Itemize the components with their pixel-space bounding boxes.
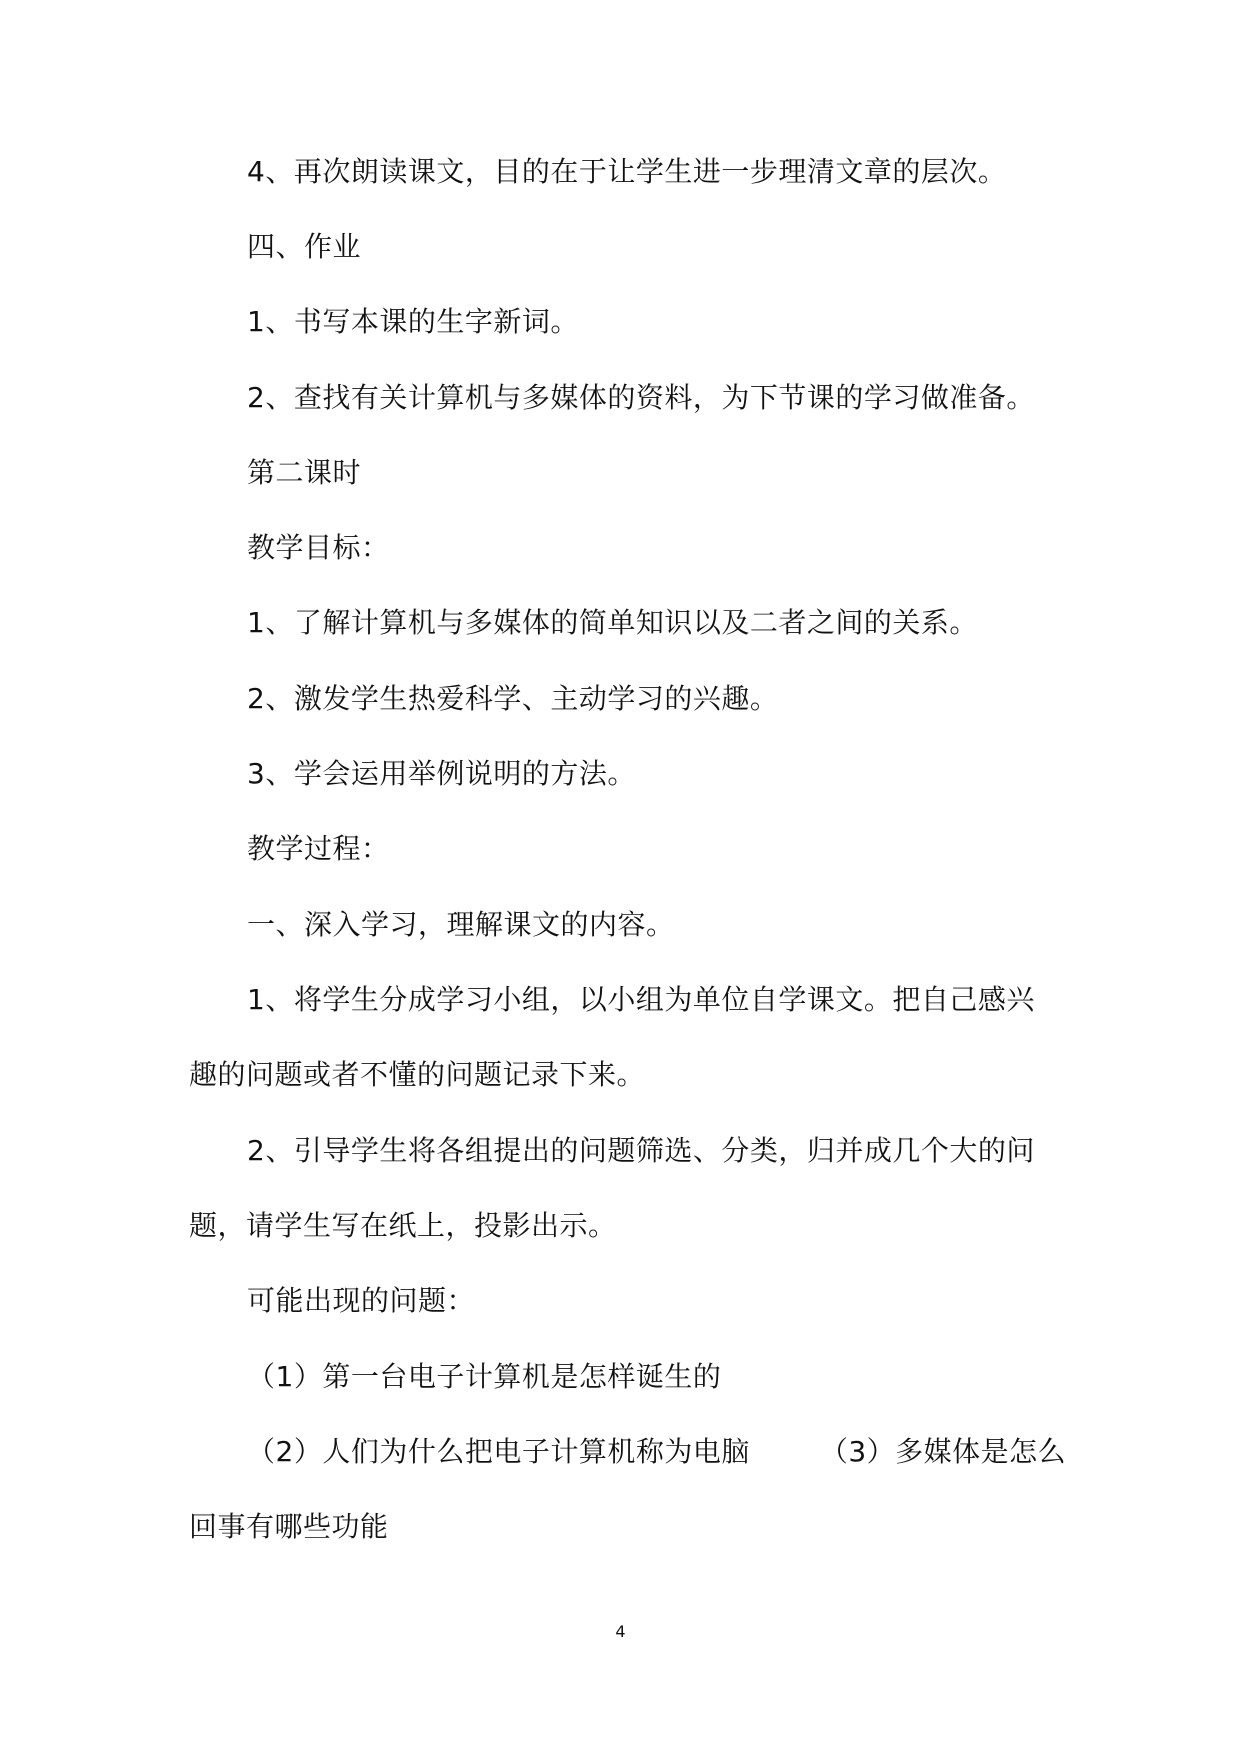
question-item: （2）人们为什么把电子计算机称为电脑 [247,1435,750,1468]
paragraph-line: 趣的问题或者不懂的问题记录下来。 [189,1058,646,1091]
paragraph-line: 1、书写本课的生字新词。 [247,305,579,338]
section-heading: 第二课时 [247,456,362,489]
paragraph-line: 2、查找有关计算机与多媒体的资料，为下节课的学习做准备。 [247,381,1035,414]
question-item: （1）第一台电子计算机是怎样诞生的 [247,1360,722,1393]
question-item: （3）多媒体是怎么 [819,1435,1067,1468]
question-line [247,1432,1066,1472]
page-number: 4 [615,1622,626,1641]
paragraph-line: 1、将学生分成学习小组，以小组为单位自学课文。把自己感兴 [247,983,1035,1016]
paragraph-line: 1、了解计算机与多媒体的简单知识以及二者之间的关系。 [247,606,978,639]
section-heading: 教学过程： [247,832,390,865]
paragraph-line: 可能出现的问题： [247,1284,476,1317]
section-heading: 教学目标： [247,531,390,564]
paragraph-line: 回事有哪些功能 [189,1510,389,1543]
paragraph-line: 题，请学生写在纸上，投影出示。 [189,1209,617,1242]
paragraph-line: 一、深入学习，理解课文的内容。 [247,908,675,941]
paragraph-line: 2、激发学生热爱科学、主动学习的兴趣。 [247,682,779,715]
section-heading: 四、作业 [247,230,362,263]
paragraph-line: 4、再次朗读课文，目的在于让学生进一步理清文章的层次。 [247,155,1007,188]
paragraph-line: 3、学会运用举例说明的方法。 [247,757,636,790]
paragraph-line: 2、引导学生将各组提出的问题筛选、分类，归并成几个大的问 [247,1134,1035,1167]
